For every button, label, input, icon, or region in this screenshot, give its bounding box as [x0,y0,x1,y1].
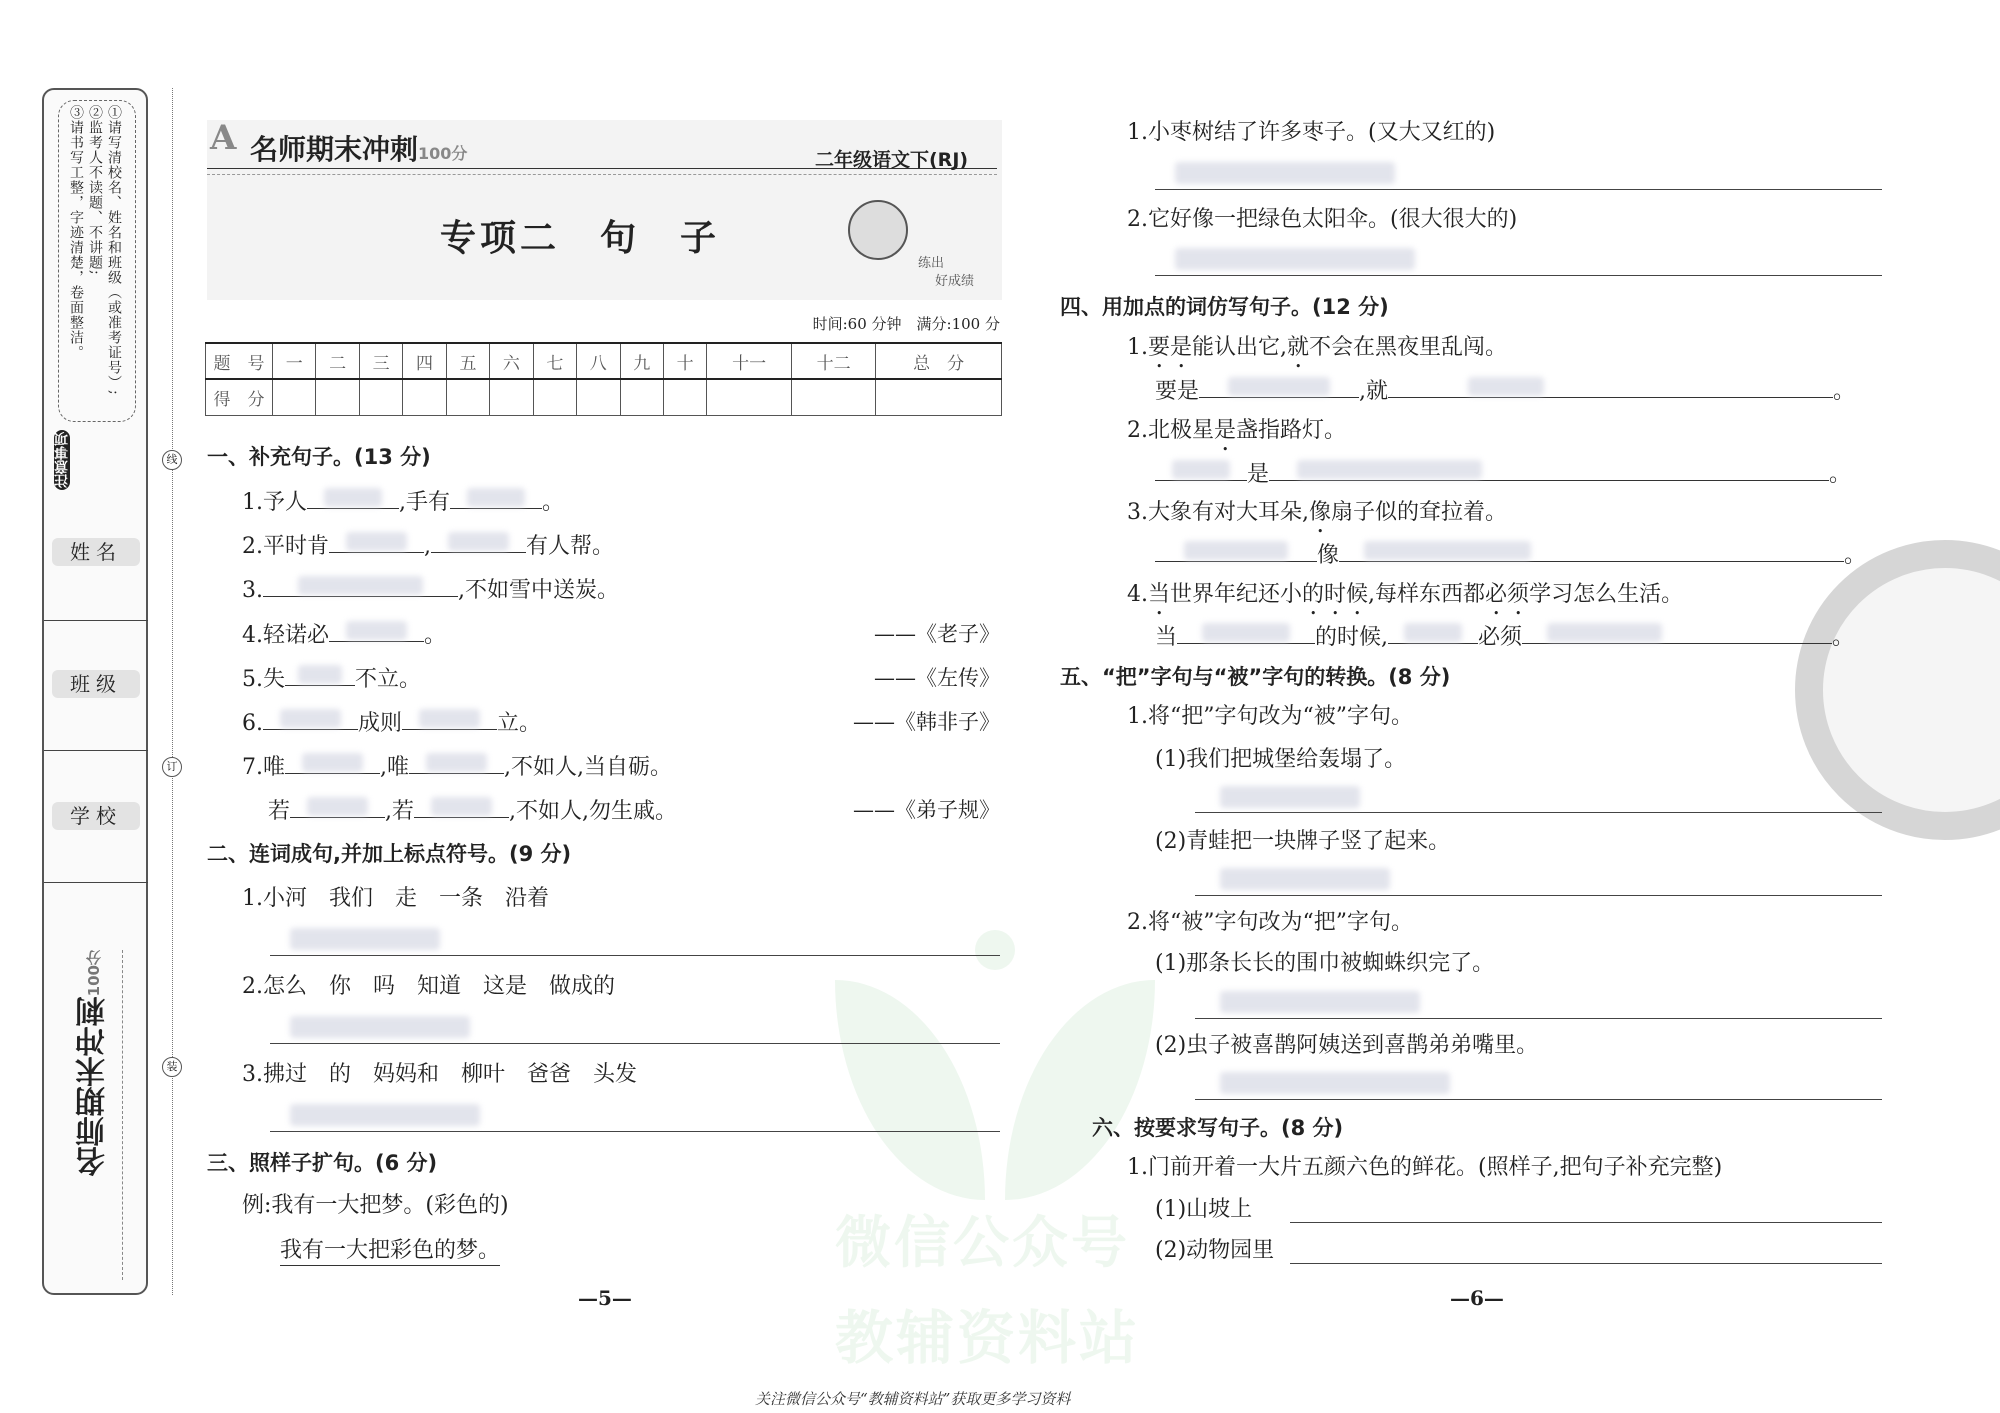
row-label: 得 分 [206,379,273,415]
grade-label: 二年级语文下(RJ) [815,149,969,171]
source-citation: ——《左传》 [874,666,1000,690]
faint-answer [1220,991,1420,1013]
blank[interactable] [285,752,380,774]
score-cell[interactable] [663,379,706,415]
blank[interactable] [285,664,355,686]
class-field-label: 班级 [52,670,140,698]
blank[interactable] [1388,622,1478,644]
s1-q6: 6. 成则 立。 [242,708,541,738]
answer-line[interactable] [1195,1099,1882,1100]
binding-line [172,88,173,1295]
s4-q1: 1.要是能认出它,就不会在黑夜里乱闯。 [1127,335,1508,360]
faint-answer [431,797,492,816]
watermark-text-2: 教辅资料站 [835,1304,1141,1372]
section-1-heading: 一、补充句子。(13 分) [207,445,431,469]
blank[interactable] [450,487,542,509]
margin-mark: 订 [162,757,182,777]
margin-mark: 线 [162,450,182,470]
margin-mark: 装 [162,1057,182,1077]
faint-answer [290,1104,480,1126]
s3-q1: 1.小枣树结了许多枣子。(又大又红的) [1127,120,1496,145]
mascot-icon [848,200,908,260]
s4-q4: 4.当世界年纪还小的时候,每样东西都必须学习怎么生活。 [1127,582,1684,607]
blank[interactable] [329,620,424,642]
blank[interactable] [431,531,526,553]
s5-part1-b: (2)青蛙把一块牌子竖了起来。 [1155,829,1451,854]
section-5-heading: 五、“把”字句与“被”字句的转换。(8 分) [1060,665,1451,689]
divider [44,750,148,751]
blank[interactable] [1177,622,1315,644]
section-2-heading: 二、连词成句,并加上标点符号。(9 分) [207,842,572,866]
section-4-heading: 四、用加点的词仿写句子。(12 分) [1060,295,1389,319]
faint-answer [1184,541,1288,560]
s4-q3: 3.大象有对大耳朵,像扇子似的耷拉着。 [1127,500,1508,525]
score-cell[interactable] [403,379,446,415]
answer-line[interactable] [1155,189,1882,190]
brand-line [122,950,123,1280]
faint-answer [1228,377,1330,396]
faint-answer [298,576,423,595]
s5-part2-a: (1)那条长长的围巾被蜘蛛织完了。 [1155,951,1495,976]
s2-q1: 1.小河 我们 走 一条 沿着 [242,886,549,911]
col-header: 十二 [791,343,875,379]
s4-q2-fill: 是 。 [1155,459,1851,489]
score-cell[interactable] [791,379,875,415]
score-cell[interactable] [446,379,489,415]
s4-q4-fill: 当 的时候, 必须 。 [1155,622,1854,652]
blank[interactable] [1269,459,1829,481]
name-field-label: 姓名 [52,538,140,566]
score-cell[interactable] [620,379,663,415]
s5-part2-b: (2)虫子被喜鹊阿姨送到喜鹊弟弟嘴里。 [1155,1033,1539,1058]
faint-answer [1468,377,1544,396]
answer-line[interactable] [270,955,1000,956]
mascot-text-1: 练出 [918,256,945,271]
s1-q4: 4.轻诺必 。 [242,620,446,650]
s6-q1: 1.门前开着一大片五颜六色的鲜花。(照样子,把句子补充完整) [1127,1155,1723,1180]
col-header: 六 [490,343,533,379]
leaf-logo-watermark [835,930,1165,1210]
s1-q7a: 7.唯 ,唯 ,不如人,当自砺。 [242,752,672,782]
faint-answer [426,753,487,772]
s2-q2: 2.怎么 你 吗 知道 这是 做成的 [242,974,615,999]
notes-box [58,100,136,422]
score-cell[interactable] [876,379,1002,415]
header-dashed-rule [207,174,997,175]
notes-title: 注意事项 [54,432,70,488]
blank[interactable] [1155,459,1247,481]
faint-answer [1175,162,1395,184]
brand-a-logo: A [210,118,237,158]
page-number: —6— [1450,1286,1504,1310]
blank[interactable] [290,796,385,818]
s6-a: (1)山坡上 [1155,1197,1253,1222]
col-header: 四 [403,343,446,379]
score-cell[interactable] [359,379,402,415]
faint-answer [1202,623,1290,642]
blank[interactable] [1388,376,1833,398]
blank[interactable] [402,708,497,730]
blank[interactable] [1155,540,1317,562]
col-header: 十 [663,343,706,379]
s4-q2: 2.北极星是盏指路灯。 [1127,418,1347,443]
faint-answer [290,1016,470,1038]
col-header: 总 分 [876,343,1002,379]
binding-sidebar [42,88,148,1295]
note-1: ①请写清校名、姓名和班级（或准考证号）; [106,105,122,396]
answer-line[interactable] [270,1043,1000,1044]
faint-answer [280,709,341,728]
watermark-text-1: 微信公众号 [835,1211,1130,1276]
faint-answer [1364,541,1531,560]
faint-answer [1404,623,1462,642]
faint-answer [448,532,509,551]
section-3-heading: 三、照样子扩句。(6 分) [207,1151,438,1175]
s3-example-answer: 我有一大把彩色的梦。 [280,1237,500,1266]
blank[interactable] [307,487,399,509]
blank[interactable] [329,531,424,553]
blank[interactable] [1339,540,1844,562]
faint-answer [298,665,343,684]
col-header: 二 [316,343,359,379]
score-cell[interactable] [533,379,576,415]
faint-answer [1547,623,1662,642]
brand-title: 名师期末冲刺100分 [250,133,468,166]
faint-answer [290,928,440,950]
s2-q3: 3.拂过 的 妈妈和 柳叶 爸爸 头发 [242,1062,637,1087]
answer-line[interactable] [1195,1018,1882,1019]
col-header: 八 [577,343,620,379]
score-cell[interactable] [273,379,316,415]
answer-line[interactable] [270,1131,1000,1132]
blank[interactable] [1199,376,1359,398]
school-field-label: 学校 [52,802,140,830]
s1-q3: 3. ,不如雪中送炭。 [242,575,619,605]
divider [44,620,148,621]
stamp-watermark [1795,540,2000,840]
source-citation: ——《韩非子》 [853,710,1000,734]
score-cell[interactable] [490,379,533,415]
col-header: 十一 [707,343,791,379]
source-citation: ——《老子》 [874,622,1000,646]
s4-q1-fill: 要是 ,就 。 [1155,376,1855,406]
answer-line[interactable] [1195,895,1882,896]
time-score-info: 时间:60 分钟 满分:100 分 [812,315,1000,333]
row-label: 题 号 [206,343,273,379]
faint-answer [346,532,407,551]
score-table [205,342,1002,416]
page-title: 专项二 句 子 [440,218,721,259]
note-2: ②监考人不读题、不讲题; [87,105,103,276]
mascot-text-2: 好成绩 [935,274,975,289]
page-number: —5— [578,1286,632,1310]
answer-line[interactable] [1195,812,1882,813]
answer-line[interactable] [1155,275,1882,276]
answer-line[interactable] [1290,1263,1882,1264]
faint-answer [346,621,407,640]
source-citation: ——《弟子规》 [853,798,1000,822]
faint-answer [1220,1072,1450,1094]
faint-answer [467,488,526,507]
s5-part1: 1.将“把”字句改为“被”字句。 [1127,704,1413,729]
col-header: 一 [273,343,316,379]
s3-q2: 2.它好像一把绿色太阳伞。(很大很大的) [1127,207,1518,232]
score-cell[interactable] [316,379,359,415]
s1-q2: 2.平时肯 , 有人帮。 [242,531,614,561]
col-header: 三 [359,343,402,379]
sidebar-brand-logo: 名师期末冲刺100分 [76,950,111,1177]
faint-answer [1220,786,1360,808]
s3-example: 例:我有一大把梦。(彩色的) [242,1193,509,1218]
faint-answer [1175,248,1415,270]
faint-answer [1297,460,1482,479]
faint-answer [302,753,363,772]
blank[interactable] [263,575,458,597]
blank[interactable] [263,708,358,730]
s1-q7b: 若 ,若 ,不如人,勿生戚。 [268,796,677,826]
section-6-heading: 六、按要求写句子。(8 分) [1092,1116,1344,1140]
blank[interactable] [1522,622,1832,644]
faint-answer [307,797,368,816]
faint-answer [419,709,480,728]
footer-note: 关注微信公众号“教辅资料站”获取更多学习资料 [755,1390,1071,1408]
blank[interactable] [414,796,509,818]
faint-answer [324,488,383,507]
blank[interactable] [409,752,504,774]
note-3: ③请书写工整，字迹清楚，卷面整洁。 [68,105,84,360]
s5-part2: 2.将“被”字句改为“把”字句。 [1127,910,1413,935]
faint-answer [1220,868,1390,890]
col-header: 九 [620,343,663,379]
s1-q5: 5.失 不立。 [242,664,421,694]
faint-answer [1172,460,1231,479]
score-cell[interactable] [707,379,791,415]
s1-q1: 1.予人 ,手有 。 [242,487,564,517]
s5-part1-a: (1)我们把城堡给轰塌了。 [1155,747,1407,772]
answer-line[interactable] [1290,1222,1882,1223]
divider [44,882,148,883]
s6-b: (2)动物园里 [1155,1238,1275,1263]
score-cell[interactable] [577,379,620,415]
col-header: 七 [533,343,576,379]
s4-q3-fill: 像 。 [1155,540,1866,570]
col-header: 五 [446,343,489,379]
